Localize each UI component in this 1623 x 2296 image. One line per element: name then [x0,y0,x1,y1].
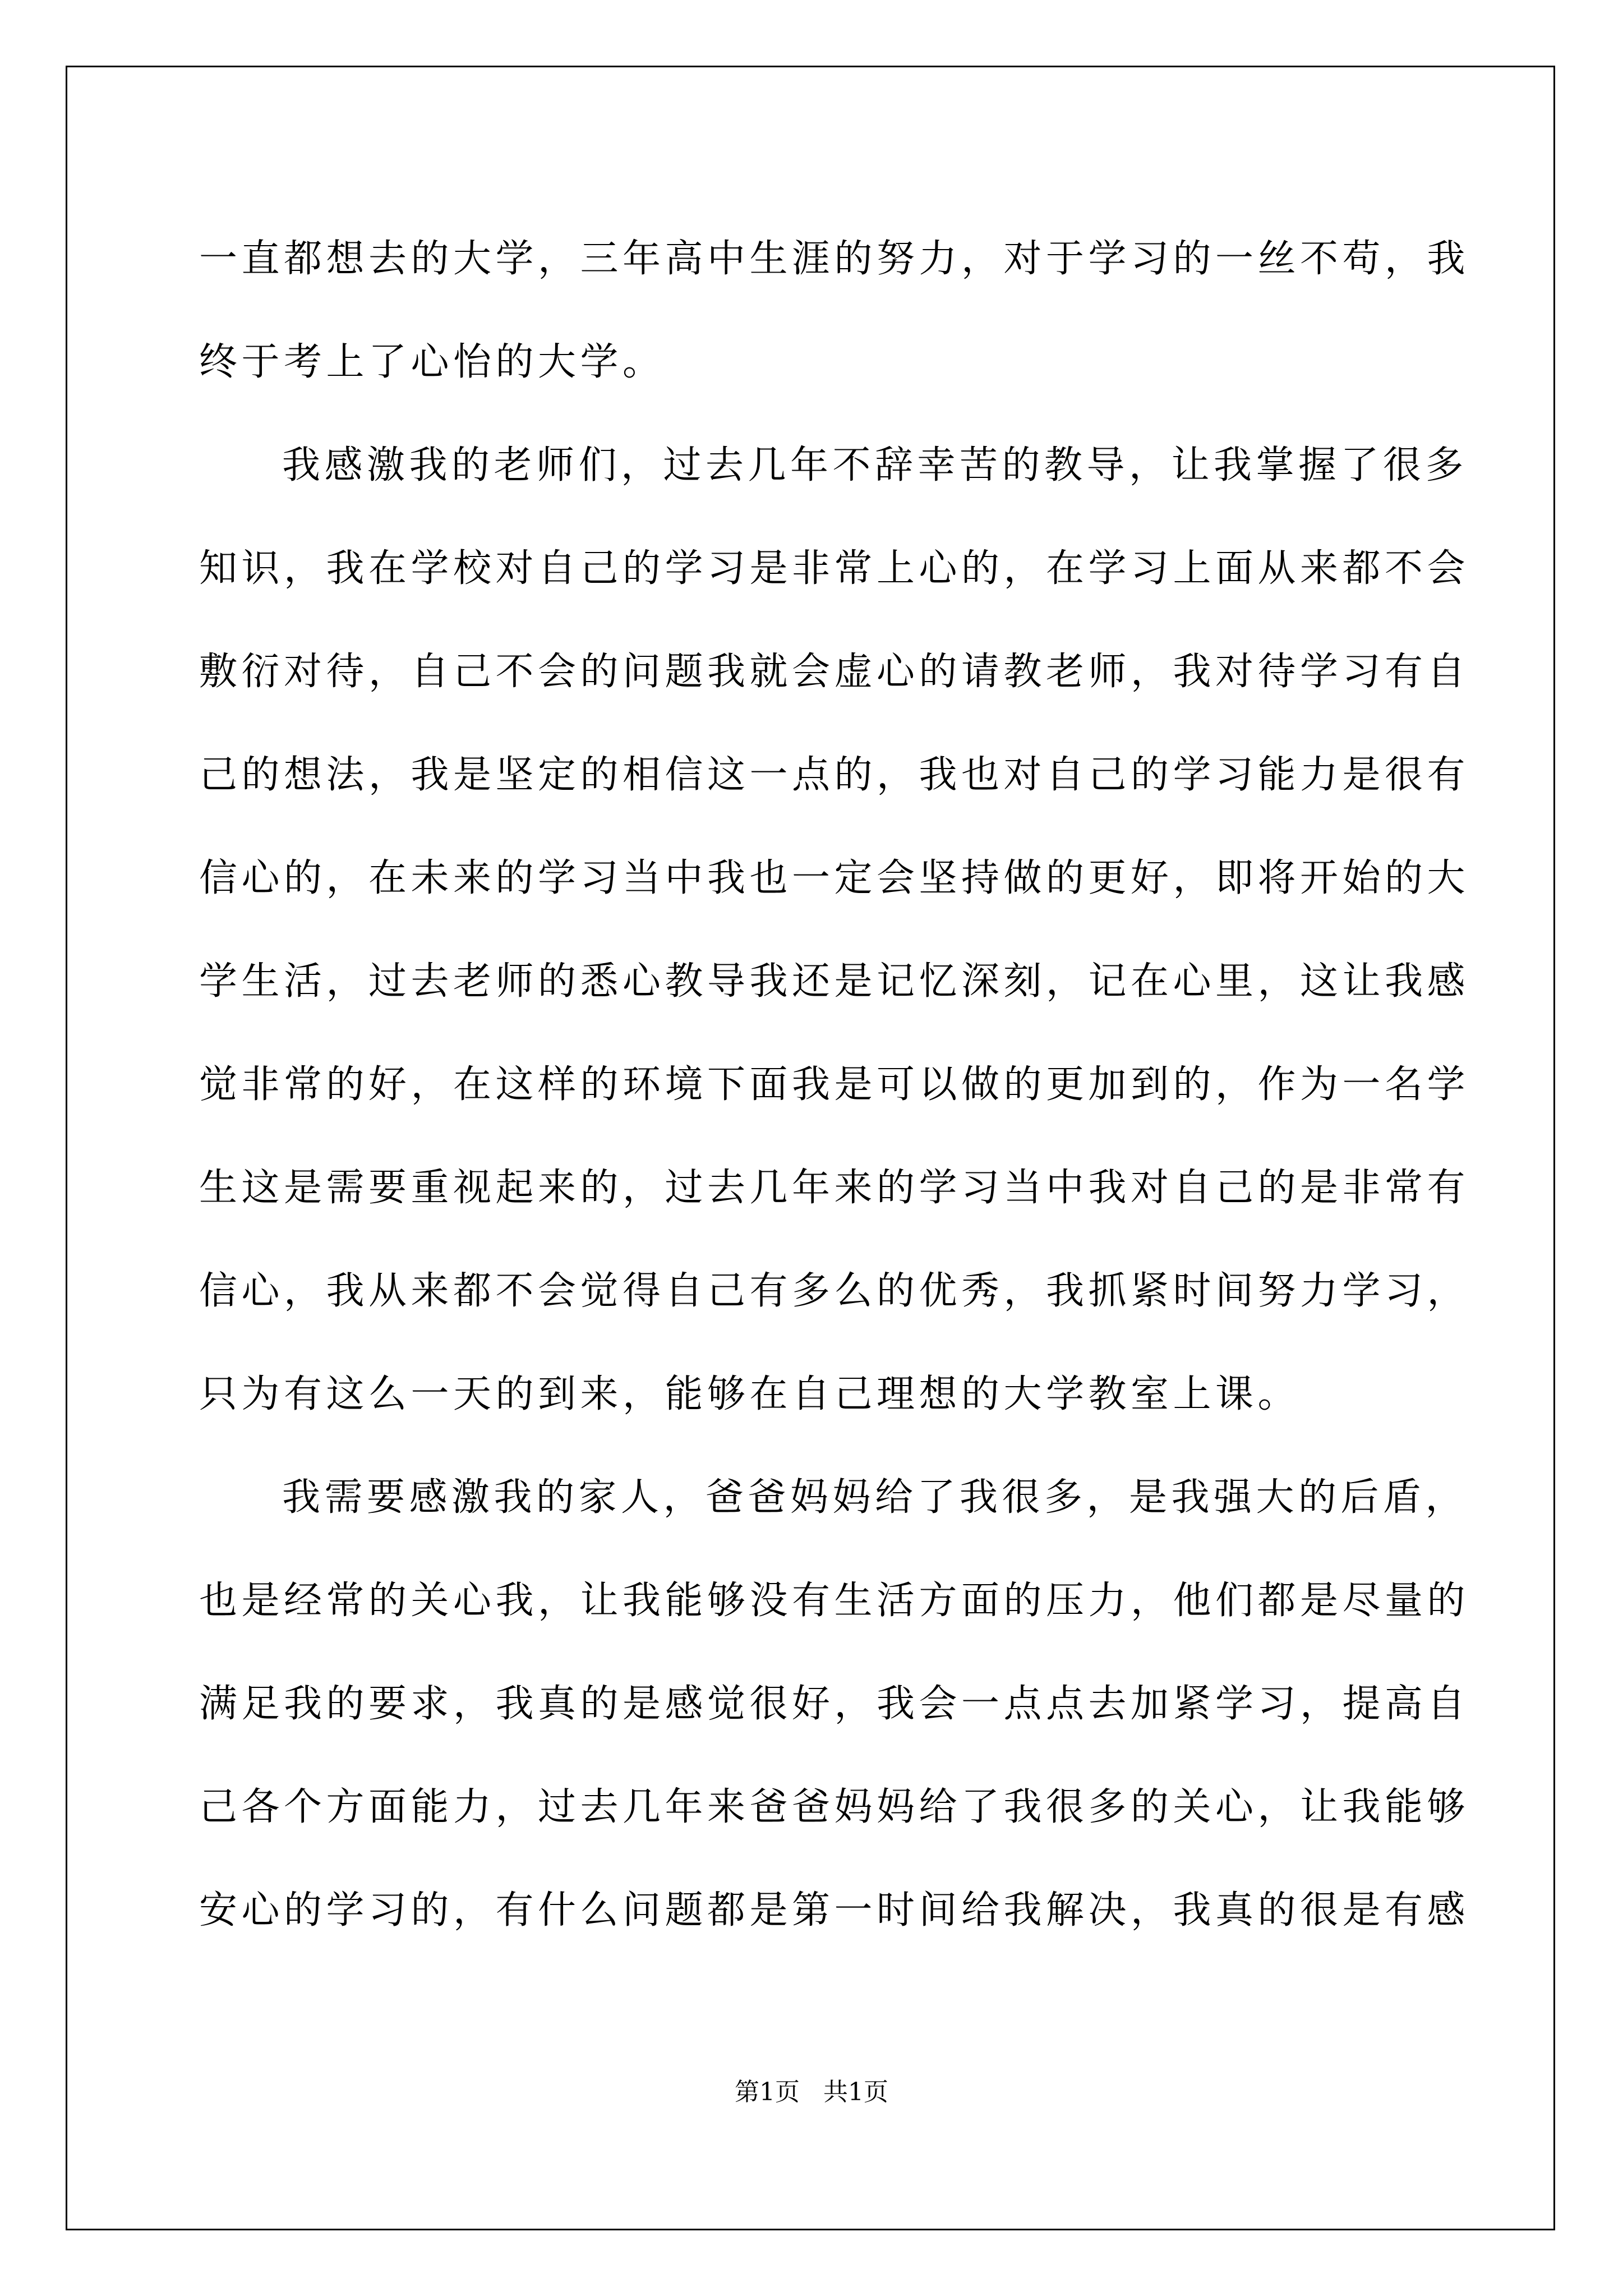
text-line: 敷衍对待，自己不会的问题我就会虚心的请教老师，我对待学习有自 [199,650,1470,694]
text-line: 也是经常的关心我，让我能够没有生活方面的压力，他们都是尽量的 [199,1579,1470,1623]
text-line: 安心的学习的，有什么问题都是第一时间给我解决，我真的很是有感 [199,1888,1470,1932]
text-line: 觉非常的好，在这样的环境下面我是可以做的更加到的，作为一名学 [199,1062,1470,1107]
text-line: 生这是需要重视起来的，过去几年来的学习当中我对自己的是非常有 [199,1166,1470,1210]
text-line: 我感激我的老师们，过去几年不辞幸苦的教导，让我掌握了很多 [282,443,1468,487]
text-line: 己各个方面能力，过去几年来爸爸妈妈给了我很多的关心，让我能够 [199,1785,1470,1829]
page-number-footer: 第1页 共1页 [735,2078,888,2106]
text-line: 满足我的要求，我真的是感觉很好，我会一点点去加紧学习，提高自 [199,1682,1470,1726]
text-line: 一直都想去的大学，三年高中生涯的努力，对于学习的一丝不苟，我 [199,237,1470,281]
text-line: 己的想法，我是坚定的相信这一点的，我也对自己的学习能力是很有 [199,753,1470,797]
text-line: 信心的，在未来的学习当中我也一定会坚持做的更好，即将开始的大 [199,856,1470,900]
text-line: 只为有这么一天的到来，能够在自己理想的大学教室上课。 [199,1372,1301,1416]
text-line: 知识，我在学校对自己的学习是非常上心的，在学习上面从来都不会 [199,546,1470,591]
text-line: 我需要感激我的家人，爸爸妈妈给了我很多，是我强大的后盾， [282,1475,1468,1520]
text-line: 信心，我从来都不会觉得自己有多么的优秀，我抓紧时间努力学习， [199,1269,1470,1313]
document-body [199,208,1470,1962]
text-line: 学生活，过去老师的悉心教导我还是记忆深刻，记在心里，这让我感 [199,959,1470,1004]
text-line: 终于考上了心怡的大学。 [199,340,665,384]
